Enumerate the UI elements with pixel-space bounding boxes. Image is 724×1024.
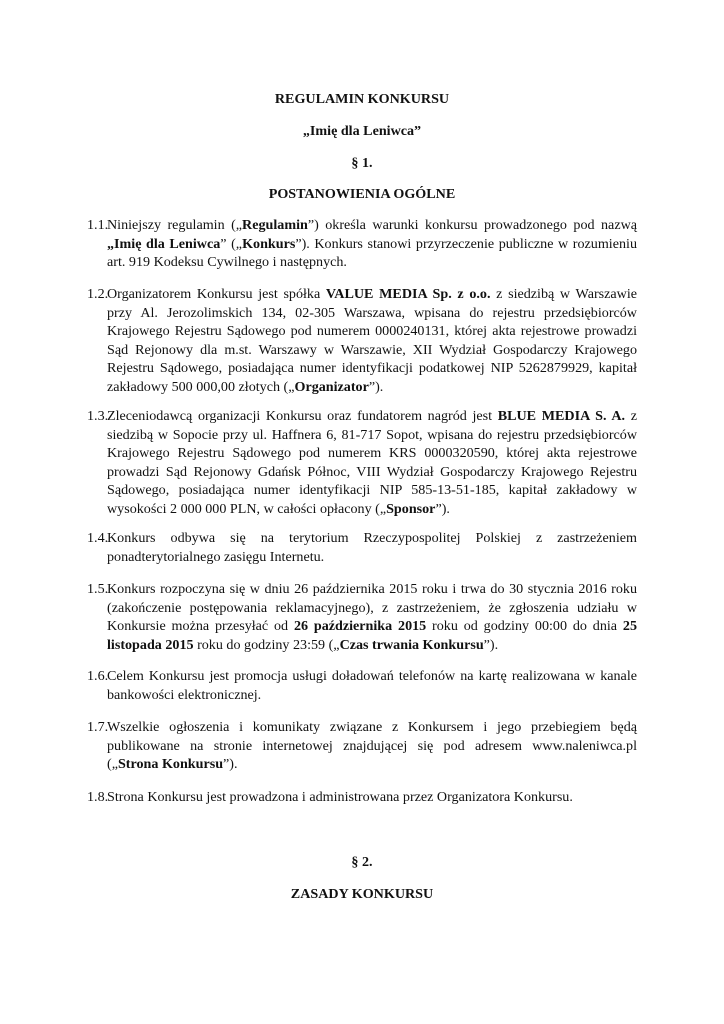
clause-number: 1.2. xyxy=(87,286,109,302)
clause-text: Organizatorem Konkursu jest spółka VALUE MEDIA Sp. z o.o. z siedzibą w Warszawie przy Al. Jerozolimskich 134, 02-305 Warszawa, wpisana do rejestru przedsiębiorców Krajowego Rejestru Sądowego pod numerem 0000240131, której akta rejestrowe prowadzi Sąd Rejonowy dla m.st. Warszawy w Warszawie, XII Wydział Gospodarczy Krajowego Rejestru Sądowego, posiadająca numer identyfikacji podatkowej NIP 5262879929, kapitał zakładowy 500 000,00 złotych („Organizator”). xyxy=(107,286,637,395)
section-1-heading: POSTANOWIENIA OGÓLNE xyxy=(268,186,456,202)
clause-number: 1.1. xyxy=(87,217,109,233)
contest-name: „Imię dla Leniwca” xyxy=(302,123,422,139)
clause-1-2 xyxy=(87,285,637,397)
clause-1-4 xyxy=(87,529,637,566)
clause-number: 1.3. xyxy=(87,408,109,424)
clause-number: 1.4. xyxy=(87,530,109,546)
section-1-number: § 1. xyxy=(351,155,373,171)
clause-text: Zleceniodawcą organizacji Konkursu oraz fundatorem nagród jest BLUE MEDIA S. A. z siedzibą w Sopocie przy ul. Haffnera 6, 81-717 Sopot, wpisana do rejestru przedsiębiorców Krajowego Rejestru Sądowego pod numerem KRS 0000320590, której akta rejestrowe prowadzi Sąd Rejonowy Gdańsk Północ, VIII Wydział Gospodarczy Krajowego Rejestru Sądowego, posiadająca numer identyfikacji NIP 585-13-51-185, kapitał zakładowy w wysokości 2 000 000 PLN, w całości opłacony („Sponsor”). xyxy=(107,408,637,517)
clause-1-1 xyxy=(87,216,637,272)
clause-number: 1.6. xyxy=(87,668,109,684)
clause-text: Wszelkie ogłoszenia i komunikaty związane z Konkursem i jego przebiegiem będą publikowane na stronie internetowej znajdującej się pod adresem www.naleniwca.pl („Strona Konkursu”). xyxy=(107,719,637,773)
clause-text: Strona Konkursu jest prowadzona i administrowana przez Organizatora Konkursu. xyxy=(107,789,573,805)
clause-text: Konkurs odbywa się na terytorium Rzeczypospolitej Polskiej z zastrzeżeniem ponadterytorialnego zasięgu Internetu. xyxy=(107,530,637,565)
section-2-number: § 2. xyxy=(351,854,373,870)
section-2-heading: ZASADY KONKURSU xyxy=(290,886,434,902)
clause-text: Celem Konkursu jest promocja usługi doładowań telefonów na kartę realizowana w kanale bankowości elektronicznej. xyxy=(107,668,637,703)
clause-1-8 xyxy=(87,788,637,807)
clause-number: 1.7. xyxy=(87,719,109,735)
clause-text: Konkurs rozpoczyna się w dniu 26 października 2015 roku i trwa do 30 stycznia 2016 roku (zakończenie postępowania reklamacyjnego), z zastrzeżeniem, że zgłoszenia udziału w Konkursie można przesyłać od 26 października 2015 roku od godziny 00:00 do dnia 25 listopada 2015 roku do godziny 23:59 („Czas trwania Konkursu”). xyxy=(107,581,637,653)
clause-text: Niniejszy regulamin („Regulamin”) określa warunki konkursu prowadzonego pod nazwą „Imię dla Leniwca” („Konkurs”). Konkurs stanowi przyrzeczenie publiczne w rozumieniu art. 919 Kodeksu Cywilnego i następnych. xyxy=(107,217,638,271)
clause-1-6 xyxy=(87,667,637,704)
clause-1-7 xyxy=(87,718,637,774)
clause-number: 1.5. xyxy=(87,581,109,597)
clause-number: 1.8. xyxy=(87,789,109,805)
clause-1-3 xyxy=(87,407,637,519)
document-title: REGULAMIN KONKURSU xyxy=(274,91,450,107)
clause-1-5 xyxy=(87,580,637,654)
